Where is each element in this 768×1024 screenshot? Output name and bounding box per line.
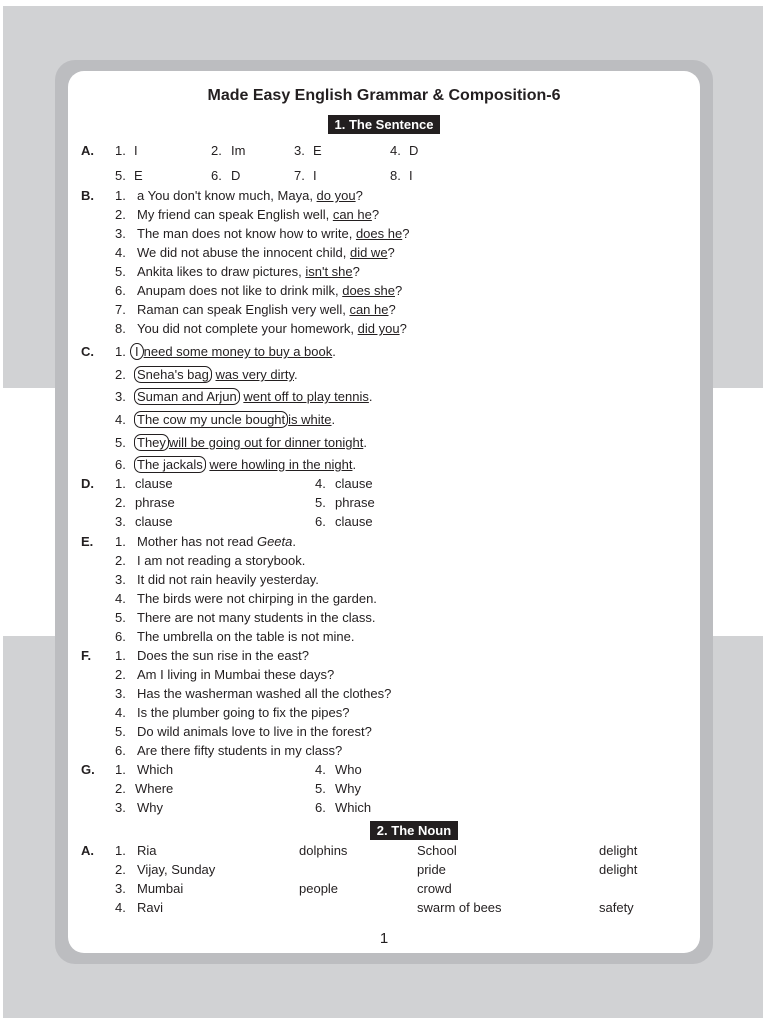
subject-boxed: They: [134, 434, 169, 451]
answer-number: 6.: [315, 800, 326, 815]
item-number: 6.: [115, 283, 126, 298]
section-letter: A.: [81, 143, 94, 158]
noun-cell: dolphins: [299, 843, 348, 858]
noun-cell: safety: [599, 900, 634, 915]
noun-a-row-3: [68, 879, 700, 898]
answer-number: 4.: [315, 476, 326, 491]
section-g-row-3: [68, 798, 700, 817]
answer-value: E: [313, 143, 322, 158]
question-tag: does he: [355, 226, 403, 241]
section-letter: E.: [81, 534, 94, 549]
answer-number: 6.: [211, 168, 222, 183]
page-number: 1: [379, 930, 389, 947]
answer-number: 2.: [211, 143, 222, 158]
answer-value: phrase: [135, 495, 175, 510]
answer-value: Who: [335, 762, 362, 777]
item-text: Is the plumber going to fix the pipes?: [137, 705, 350, 720]
item-text: Mother has not read Geeta.: [137, 534, 297, 549]
item-text: Sneha's bag was very dirty.: [134, 365, 298, 384]
answer-number: 5.: [115, 168, 126, 183]
section-e-item-6: [68, 627, 700, 646]
item-number: 7.: [115, 302, 126, 317]
item-number: 1.: [115, 648, 126, 663]
item-text: The umbrella on the table is not mine.: [137, 629, 355, 644]
answer-number: 3.: [294, 143, 305, 158]
noun-a-row-1: [68, 841, 700, 860]
section-c-item-3: [68, 387, 700, 406]
section-c-item-4: [68, 410, 700, 429]
answer-value: I: [409, 168, 413, 183]
predicate-underlined: need some money to buy a book: [143, 344, 333, 359]
item-text: Raman can speak English very well, can he?: [137, 302, 396, 317]
item-number: 2.: [115, 862, 126, 877]
question-tag: isn't she: [305, 264, 353, 279]
item-number: 1.: [115, 344, 126, 359]
question-tag: did you: [357, 321, 400, 336]
answer-value: Which: [137, 762, 174, 777]
section-f-item-5: [68, 722, 700, 741]
chapter-heading-sentence: [68, 115, 700, 134]
answer-value: E: [134, 168, 143, 183]
answer-value: clause: [135, 514, 173, 529]
section-b-item-2: [68, 205, 700, 224]
answer-value: Why: [335, 781, 361, 796]
section-c-item-5: [68, 433, 700, 452]
section-letter: A.: [81, 843, 94, 858]
question-tag: can he: [332, 207, 372, 222]
section-g-row-2: [68, 779, 700, 798]
item-text: It did not rain heavily yesterday.: [137, 572, 319, 587]
item-number: 2.: [115, 367, 126, 382]
section-letter: G.: [81, 762, 95, 777]
item-number: 8.: [115, 321, 126, 336]
question-tag: do you: [316, 188, 356, 203]
item-text: The man does not know how to write, does he?: [137, 226, 410, 241]
answer-value: Where: [135, 781, 174, 796]
item-number: 2.: [115, 553, 126, 568]
item-text: My friend can speak English well, can he?: [137, 207, 380, 222]
noun-cell: delight: [599, 862, 638, 877]
item-text: You did not complete your homework, did you?: [137, 321, 407, 336]
item-number: 3.: [115, 572, 126, 587]
answer-number: 1.: [115, 143, 126, 158]
section-f-item-6: [68, 741, 700, 760]
noun-cell: people: [299, 881, 339, 896]
answer-value: D: [409, 143, 419, 158]
noun-cell: swarm of bees: [417, 900, 502, 915]
section-letter: C.: [81, 344, 94, 359]
section-f-item-3: [68, 684, 700, 703]
item-number: 4.: [115, 245, 126, 260]
item-number: 2.: [115, 207, 126, 222]
noun-cell: pride: [417, 862, 446, 877]
section-b-item-1: [68, 186, 700, 205]
answer-number: 1.: [115, 762, 126, 777]
subject-boxed: The cow my uncle bought: [134, 411, 288, 428]
item-text: The jackals were howling in the night.: [134, 455, 356, 474]
section-c-item-2: [68, 365, 700, 384]
item-text: Ankita likes to draw pictures, isn't she?: [137, 264, 360, 279]
item-text: Am I living in Mumbai these days?: [137, 667, 335, 682]
noun-a-row-2: [68, 860, 700, 879]
section-d-row-3: [68, 512, 700, 531]
answer-value: clause: [335, 476, 373, 491]
item-text: Anupam does not like to drink milk, does she?: [137, 283, 403, 298]
section-b-item-7: [68, 300, 700, 319]
item-number: 5.: [115, 724, 126, 739]
section-b-item-8: [68, 319, 700, 338]
item-number: 3.: [115, 389, 126, 404]
answer-number: 8.: [390, 168, 401, 183]
question-tag: can he: [349, 302, 389, 317]
item-text: I need some money to buy a book.: [130, 342, 336, 361]
answer-value: phrase: [335, 495, 375, 510]
item-number: 1.: [115, 188, 126, 203]
noun-cell: Vijay, Sunday: [137, 862, 216, 877]
section-d-row-2: [68, 493, 700, 512]
item-number: 5.: [115, 610, 126, 625]
item-text: Does the sun rise in the east?: [137, 648, 309, 663]
item-number: 4.: [115, 412, 126, 427]
item-number: 4.: [115, 900, 126, 915]
item-number: 6.: [115, 457, 126, 472]
section-b-item-3: [68, 224, 700, 243]
item-number: 6.: [115, 629, 126, 644]
section-e-item-1: [68, 532, 700, 551]
answer-value: clause: [335, 514, 373, 529]
section-e-item-2: [68, 551, 700, 570]
section-b-item-6: [68, 281, 700, 300]
item-number: 3.: [115, 686, 126, 701]
answer-number: 2.: [115, 781, 126, 796]
subject-boxed: Suman and Arjun: [134, 388, 240, 405]
page-title: Made Easy English Grammar & Composition-6: [207, 87, 561, 104]
predicate-underlined: will be going out for dinner tonight: [168, 435, 364, 450]
noun-cell: delight: [599, 843, 638, 858]
answer-value: Why: [137, 800, 163, 815]
item-text: Has the washerman washed all the clothes?: [137, 686, 392, 701]
answer-value: I: [134, 143, 138, 158]
item-number: 4.: [115, 591, 126, 606]
item-text: There are not many students in the class.: [137, 610, 376, 625]
section-letter: F.: [81, 648, 92, 663]
answer-value: D: [231, 168, 241, 183]
item-number: 5.: [115, 264, 126, 279]
item-number: 5.: [115, 435, 126, 450]
section-f-item-4: [68, 703, 700, 722]
section-a-row-2: [68, 166, 700, 185]
noun-cell: Ria: [137, 843, 157, 858]
section-d-row-1: [68, 474, 700, 493]
item-number: 2.: [115, 667, 126, 682]
section-f-item-2: [68, 665, 700, 684]
section-letter: B.: [81, 188, 94, 203]
answer-value: Im: [231, 143, 246, 158]
section-c-item-6: [68, 455, 700, 474]
answer-value: clause: [135, 476, 173, 491]
question-tag: does she: [342, 283, 395, 298]
answer-number: 7.: [294, 168, 305, 183]
answer-number: 2.: [115, 495, 126, 510]
noun-cell: Ravi: [137, 900, 164, 915]
noun-cell: Mumbai: [137, 881, 184, 896]
noun-cell: crowd: [417, 881, 452, 896]
item-text: Are there fifty students in my class?: [137, 743, 343, 758]
item-text: The cow my uncle bought is white.: [134, 410, 335, 429]
section-b-item-5: [68, 262, 700, 281]
item-number: 6.: [115, 743, 126, 758]
section-letter: D.: [81, 476, 94, 491]
answer-number: 1.: [115, 476, 126, 491]
answer-value: Which: [335, 800, 372, 815]
section-e-item-4: [68, 589, 700, 608]
item-text: a You don't know much, Maya, do you?: [137, 188, 363, 203]
answer-number: 5.: [315, 495, 326, 510]
section-a-row-1: [68, 141, 700, 160]
noun-a-row-4: [68, 898, 700, 917]
answer-number: 6.: [315, 514, 326, 529]
answer-page: [68, 71, 700, 953]
predicate-underlined: were howling in the night: [209, 457, 353, 472]
predicate-underlined: went off to play tennis: [243, 389, 369, 404]
item-text: Suman and Arjun went off to play tennis.: [134, 387, 373, 406]
item-text: Do wild animals love to live in the forest?: [137, 724, 372, 739]
item-number: 3.: [115, 881, 126, 896]
section-e-item-5: [68, 608, 700, 627]
section-g-row-1: [68, 760, 700, 779]
predicate-underlined: is white: [288, 412, 332, 427]
item-number: 3.: [115, 226, 126, 241]
subject-boxed: The jackals: [134, 456, 206, 473]
predicate-underlined: was very dirty: [215, 367, 294, 382]
answer-number: 3.: [115, 514, 126, 529]
item-number: 1.: [115, 843, 126, 858]
subject-boxed: Sneha's bag: [134, 366, 212, 383]
noun-cell: School: [417, 843, 457, 858]
chapter-heading-noun: [68, 821, 700, 840]
answer-number: 4.: [390, 143, 401, 158]
item-text: We did not abuse the innocent child, did we?: [137, 245, 395, 260]
section-e-item-3: [68, 570, 700, 589]
section-b-item-4: [68, 243, 700, 262]
section-f-item-1: [68, 646, 700, 665]
item-text: The birds were not chirping in the garden.: [137, 591, 377, 606]
answer-number: 5.: [315, 781, 326, 796]
item-text: I am not reading a storybook.: [137, 553, 306, 568]
chapter-heading-label: 2. The Noun: [370, 821, 458, 840]
answer-number: 4.: [315, 762, 326, 777]
item-text: They will be going out for dinner tonight.: [134, 433, 367, 452]
item-number: 1.: [115, 534, 126, 549]
book-title: Geeta: [256, 534, 293, 549]
section-c-item-1: [68, 342, 700, 361]
subject-circled: I: [130, 343, 144, 360]
chapter-heading-label: 1. The Sentence: [328, 115, 441, 134]
question-tag: did we: [349, 245, 388, 260]
answer-value: I: [313, 168, 317, 183]
answer-number: 3.: [115, 800, 126, 815]
item-number: 4.: [115, 705, 126, 720]
